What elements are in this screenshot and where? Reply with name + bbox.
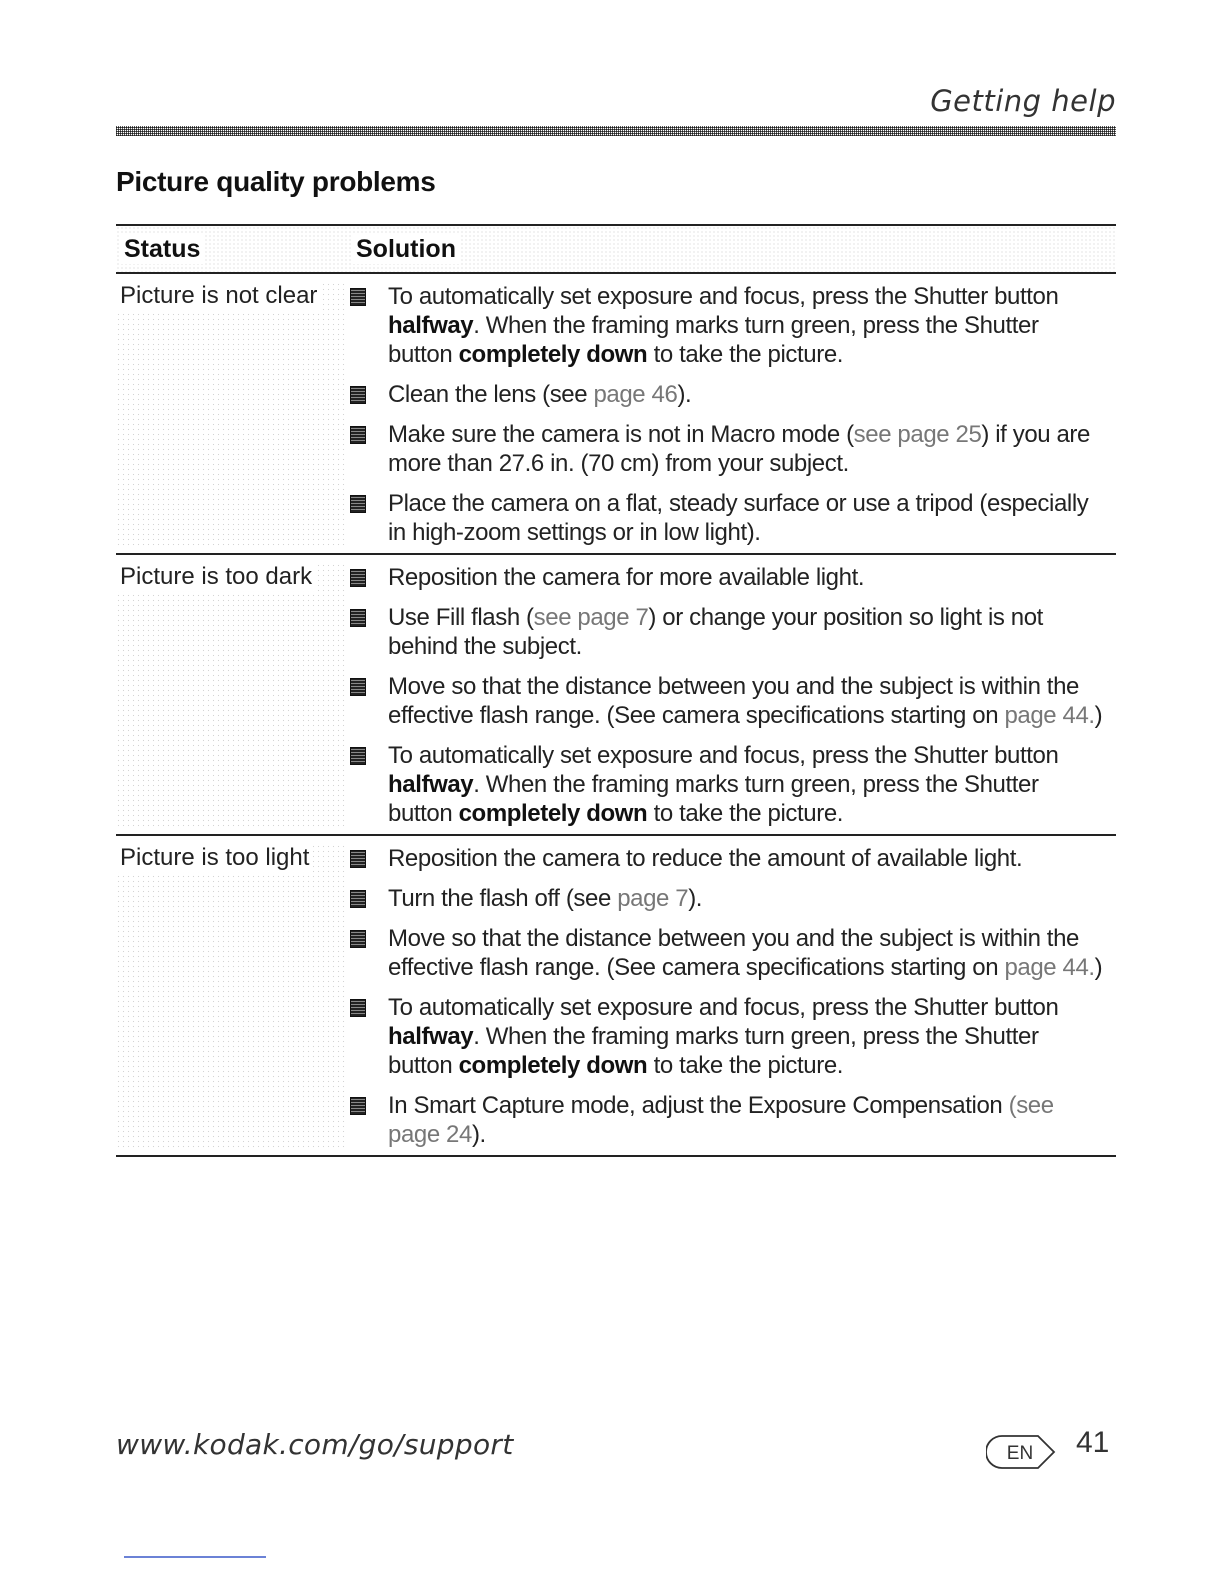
- page-reference-link[interactable]: see page 25: [853, 421, 982, 448]
- list-item: [346, 884, 1116, 913]
- solution-text: [388, 741, 1108, 828]
- solution-text: [388, 672, 1108, 730]
- list-item: [346, 489, 1116, 547]
- text-segment: Reposition the camera for more available light.: [388, 564, 865, 591]
- emphasis-text: halfway: [388, 1023, 474, 1050]
- column-header-status: Status: [120, 234, 204, 264]
- solution-text: [388, 489, 1108, 547]
- solution-text: [388, 844, 1108, 873]
- text-segment: to take the picture.: [647, 1052, 844, 1079]
- text-segment: Use Fill flash (: [388, 604, 534, 631]
- square-bullet-icon: [350, 999, 366, 1017]
- solution-cell: [346, 844, 1116, 1149]
- square-bullet-icon: [350, 1097, 366, 1115]
- solution-text: [388, 282, 1108, 369]
- solution-text: [388, 1091, 1108, 1149]
- page-reference-link[interactable]: page 7: [617, 885, 689, 912]
- text-segment: Clean the lens (see: [388, 381, 594, 408]
- text-segment: Turn the flash off (see: [388, 885, 618, 912]
- text-segment: ).: [471, 1121, 486, 1148]
- list-item: [346, 420, 1116, 478]
- solution-text: [388, 420, 1108, 478]
- list-item: [346, 380, 1116, 409]
- text-segment: to take the picture.: [647, 341, 844, 368]
- square-bullet-icon: [350, 386, 366, 404]
- solution-text: [388, 563, 1108, 592]
- text-segment: Reposition the camera to reduce the amount of available light.: [388, 845, 1023, 872]
- list-item: [346, 282, 1116, 369]
- solution-text: [388, 603, 1108, 661]
- text-segment: to take the picture.: [647, 800, 844, 827]
- square-bullet-icon: [350, 850, 366, 868]
- column-header-solution: Solution: [352, 234, 460, 264]
- text-segment: ).: [677, 381, 692, 408]
- square-bullet-icon: [350, 890, 366, 908]
- table-body: [116, 274, 1116, 1157]
- square-bullet-icon: [350, 609, 366, 627]
- text-segment: Place the camera on a flat, steady surface or use a tripod (especially in high-zoom settings or in low light).: [388, 490, 1089, 546]
- text-segment: To automatically set exposure and focus, press the Shutter button: [388, 283, 1059, 310]
- status-cell: [116, 844, 346, 1149]
- text-segment: Move so that the distance between you and the subject is within the effective flash range. (See camera specifications starting on: [388, 673, 1079, 729]
- page-reference-link[interactable]: (see page 24: [388, 1092, 1054, 1148]
- list-item: [346, 844, 1116, 873]
- solution-text: [388, 884, 1108, 913]
- square-bullet-icon: [350, 569, 366, 587]
- square-bullet-icon: [350, 678, 366, 696]
- emphasis-text: completely down: [458, 1052, 648, 1079]
- section-title: Picture quality problems: [116, 166, 436, 197]
- header-rule: [116, 126, 1116, 136]
- list-item: [346, 1091, 1116, 1149]
- page-reference-link[interactable]: page 46: [593, 381, 678, 408]
- emphasis-text: completely down: [458, 341, 648, 368]
- bottom-rule: [124, 1556, 266, 1558]
- square-bullet-icon: [350, 426, 366, 444]
- solution-text: [388, 993, 1108, 1080]
- page-reference-link[interactable]: see page 7: [533, 604, 649, 631]
- status-label: Picture is too light: [116, 844, 313, 872]
- solution-cell: [346, 563, 1116, 828]
- text-segment: Make sure the camera is not in Macro mode (: [388, 421, 854, 448]
- list-item: [346, 993, 1116, 1080]
- text-segment: ).: [688, 885, 703, 912]
- language-badge-label: EN: [1006, 1443, 1034, 1464]
- table-header: [116, 226, 1116, 274]
- text-segment: ) if you are more than 27.6 in. (70 cm) from your subject.: [388, 421, 1090, 477]
- text-segment: ): [1094, 954, 1103, 981]
- list-item: [346, 672, 1116, 730]
- solution-text: [388, 924, 1108, 982]
- text-segment: . When the framing marks turn green, press the Shutter button: [388, 771, 1039, 827]
- table-row: [116, 555, 1116, 836]
- square-bullet-icon: [350, 288, 366, 306]
- language-badge-icon: [986, 1434, 1056, 1470]
- list-item: [346, 563, 1116, 592]
- text-segment: Move so that the distance between you and the subject is within the effective flash range. (See camera specifications starting on: [388, 925, 1079, 981]
- page-reference-link[interactable]: page 44.: [1004, 702, 1095, 729]
- page-number: 41: [1076, 1426, 1110, 1459]
- troubleshooting-table: [116, 224, 1116, 1157]
- status-label: Picture is not clear: [116, 282, 321, 310]
- square-bullet-icon: [350, 930, 366, 948]
- status-label: Picture is too dark: [116, 563, 316, 591]
- solution-text: [388, 380, 1108, 409]
- list-item: [346, 924, 1116, 982]
- text-segment: . When the framing marks turn green, press the Shutter button: [388, 312, 1039, 368]
- status-cell: [116, 563, 346, 828]
- support-url: www.kodak.com/go/support: [116, 1428, 514, 1461]
- list-item: [346, 603, 1116, 661]
- square-bullet-icon: [350, 747, 366, 765]
- status-cell: [116, 282, 346, 547]
- text-segment: To automatically set exposure and focus, press the Shutter button: [388, 742, 1059, 769]
- text-segment: To automatically set exposure and focus, press the Shutter button: [388, 994, 1059, 1021]
- text-segment: . When the framing marks turn green, press the Shutter button: [388, 1023, 1039, 1079]
- emphasis-text: halfway: [388, 771, 474, 798]
- square-bullet-icon: [350, 495, 366, 513]
- table-row: [116, 836, 1116, 1157]
- emphasis-text: halfway: [388, 312, 474, 339]
- list-item: [346, 741, 1116, 828]
- text-segment: ): [1094, 702, 1103, 729]
- text-segment: ) or change your position so light is not behind the subject.: [388, 604, 1043, 660]
- header-title: Getting help: [930, 84, 1116, 118]
- page-reference-link[interactable]: page 44.: [1004, 954, 1095, 981]
- text-segment: In Smart Capture mode, adjust the Exposure Compensation: [388, 1092, 1009, 1119]
- emphasis-text: completely down: [458, 800, 648, 827]
- table-row: [116, 274, 1116, 555]
- solution-cell: [346, 282, 1116, 547]
